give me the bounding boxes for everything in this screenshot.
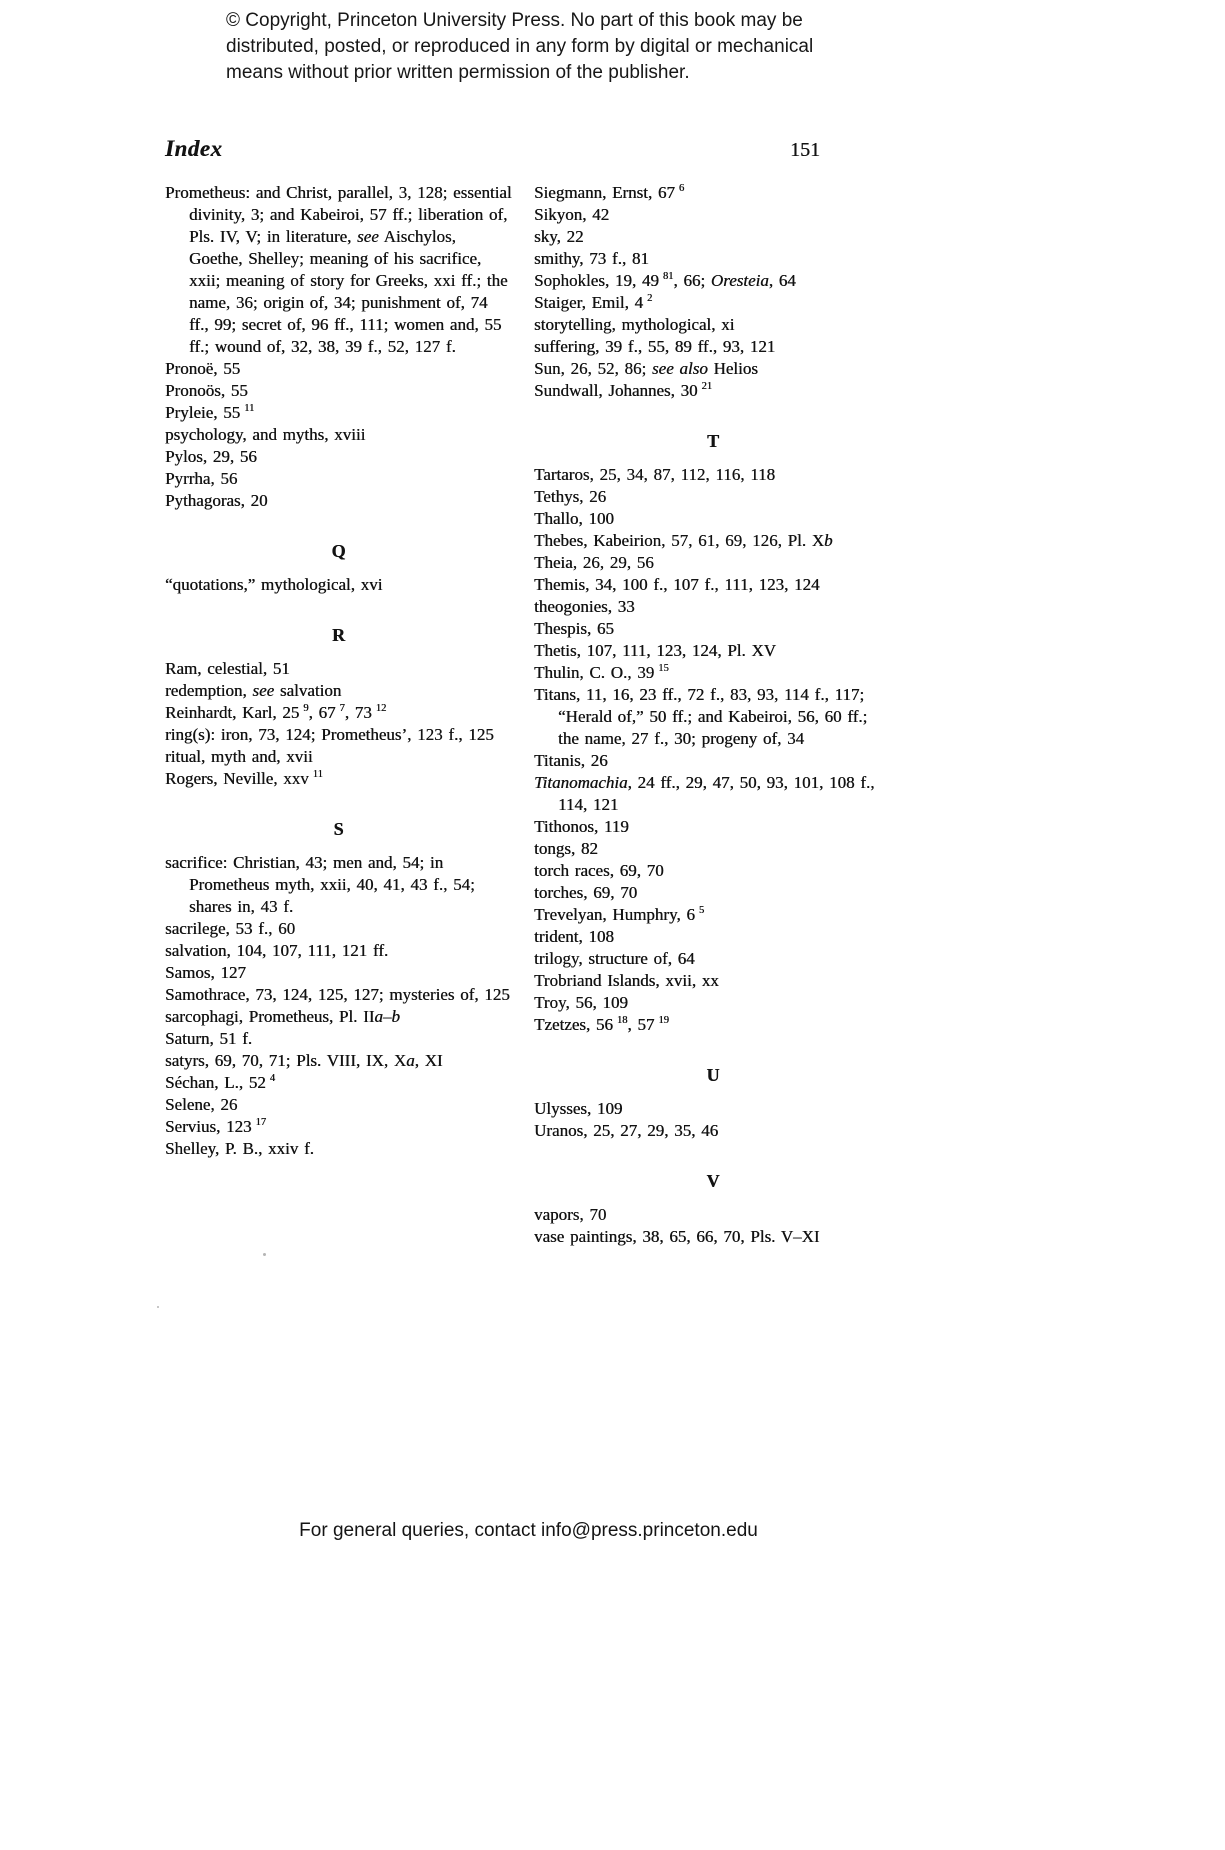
section-letter-q: Q (331, 541, 346, 561)
index-entry: Ulysses, 109 (534, 1099, 623, 1118)
index-entry: Uranos, 25, 27, 29, 35, 46 (534, 1121, 719, 1140)
index-entry: Selene, 26 (165, 1095, 238, 1114)
index-entry: Titanomachia, 24 ff., 29, 47, 50, 93, 101, 108 f., 114, 121 (534, 773, 875, 814)
index-entry: Thulin, C. O., 39 $^{15}$ (534, 663, 669, 682)
index-entry: Servius, 123 $^{17}$ (165, 1117, 266, 1136)
index-entry: Troy, 56, 109 (534, 993, 628, 1012)
index-entry: tongs, 82 (534, 839, 598, 858)
index-entry: Shelley, P. B., xxiv f. (165, 1139, 314, 1158)
index-entry: Titans, 11, 16, 23 ff., 72 f., 83, 93, 114 f., 117; “Herald of,” 50 ff.; and Kabeiroi, 56, 60 ff.; the name, 27 f., 30; progeny of, 34 (534, 685, 868, 748)
index-entry: “quotations,” mythological, xvi (165, 575, 383, 594)
index-entry: trident, 108 (534, 927, 614, 946)
index-entry: Thallo, 100 (534, 509, 614, 528)
index-entry: sacrifice: Christian, 43; men and, 54; in Prometheus myth, xxii, 40, 41, 43 f., 54; shares in, 43 f. (165, 853, 475, 916)
index-entry: sacrilege, 53 f., 60 (165, 919, 296, 938)
index-entry: Séchan, L., 52 $^4$ (165, 1073, 275, 1092)
index-entry: Tethys, 26 (534, 487, 607, 506)
index-entry: Trevelyan, Humphry, 6 $^5$ (534, 905, 705, 924)
index-entry: torches, 69, 70 (534, 883, 638, 902)
index-entry: suffering, 39 f., 55, 89 ff., 93, 121 (534, 337, 776, 356)
index-entry: Samos, 127 (165, 963, 246, 982)
page-title: Index (165, 136, 223, 161)
index-entry: Thetis, 107, 111, 123, 124, Pl. XV (534, 641, 776, 660)
index-entry: Trobriand Islands, xvii, xx (534, 971, 719, 990)
index-entry: sarcophagi, Prometheus, Pl. IIa–b (165, 1007, 400, 1026)
index-entry: Pythagoras, 20 (165, 491, 268, 510)
index-entry: Prometheus: and Christ, parallel, 3, 128; essential divinity, 3; and Kabeiroi, 57 ff.; liberation of, Pls. IV, V; in literature, see Aischylos, Goethe, Shelley; meaning of his sacrifice, xxii; meaning of story for Greeks, xxi ff.; the name, 36; origin of, 34; punishment of, 74 ff., 99; secret of, 96 ff., 111; women and, 55 ff.; wound of, 32, 38, 39 f., 52, 127 f. (165, 183, 512, 356)
index-entry: Staiger, Emil, 4 $^2$ (534, 293, 653, 312)
index-entry: Theia, 26, 29, 56 (534, 553, 654, 572)
index-entry: Pylos, 29, 56 (165, 447, 257, 466)
section-letter-v: V (706, 1171, 720, 1191)
index-entry: Titanis, 26 (534, 751, 608, 770)
index-entry: Rogers, Neville, xxv $^{11}$ (165, 769, 323, 788)
section-letter-r: R (332, 625, 345, 645)
index-entry: Sikyon, 42 (534, 205, 610, 224)
page-number: 151 (790, 139, 820, 161)
index-entry: ritual, myth and, xvii (165, 747, 313, 766)
scan-speck (157, 1306, 159, 1308)
index-entry: trilogy, structure of, 64 (534, 949, 695, 968)
index-entry: Sun, 26, 52, 86; see also Helios (534, 359, 758, 378)
page-content (165, 136, 892, 1248)
index-entry: sky, 22 (534, 227, 584, 246)
index-columns (165, 182, 892, 1248)
index-entry: Reinhardt, Karl, 25 $^9$, 67 $^7$, 73 $^{12}$ (165, 703, 387, 722)
index-entry: theogonies, 33 (534, 597, 635, 616)
index-entry: Tartaros, 25, 34, 87, 112, 116, 118 (534, 465, 776, 484)
index-entry: psychology, and myths, xviii (165, 425, 366, 444)
index-entry: Thebes, Kabeirion, 57, 61, 69, 126, Pl. Xb (534, 531, 833, 550)
section-letter-s: S (333, 819, 344, 839)
index-entry: redemption, see salvation (165, 681, 342, 700)
index-entry: Saturn, 51 f. (165, 1029, 253, 1048)
index-entry: Samothrace, 73, 124, 125, 127; mysteries of, 125 (165, 985, 510, 1004)
index-entry: Pryleie, 55 $^{11}$ (165, 403, 255, 422)
index-entry: Sundwall, Johannes, 30 $^{21}$ (534, 381, 713, 400)
index-entry: Tithonos, 119 (534, 817, 629, 836)
index-column-left (165, 182, 512, 1248)
index-entry: Pyrrha, 56 (165, 469, 238, 488)
index-entry: Thespis, 65 (534, 619, 614, 638)
section-letter-u: U (706, 1065, 720, 1085)
index-entry: Siegmann, Ernst, 67 $^6$ (534, 183, 685, 202)
scan-speck (263, 1253, 266, 1256)
index-entry: Pronoë, 55 (165, 359, 241, 378)
index-entry: Ram, celestial, 51 (165, 659, 290, 678)
index-entry: vase paintings, 38, 65, 66, 70, Pls. V–XI (534, 1227, 820, 1246)
section-letter-t: T (706, 431, 719, 451)
index-entry: salvation, 104, 107, 111, 121 ff. (165, 941, 389, 960)
index-entry: vapors, 70 (534, 1205, 607, 1224)
index-entry: ring(s): iron, 73, 124; Prometheus’, 123 f., 125 (165, 725, 494, 744)
copyright-notice: © Copyright, Princeton University Press. No part of this book may be distributed, posted, or reproduced in any form by digital or mechanical means without prior written permission of the publisher. (226, 10, 814, 83)
footer-contact: For general queries, contact info@press.princeton.edu (299, 1520, 758, 1541)
index-column-right (534, 182, 892, 1248)
index-entry: torch races, 69, 70 (534, 861, 664, 880)
index-entry: satyrs, 69, 70, 71; Pls. VIII, IX, Xa, XI (165, 1051, 443, 1070)
index-entry: smithy, 73 f., 81 (534, 249, 649, 268)
index-entry: Themis, 34, 100 f., 107 f., 111, 123, 124 (534, 575, 820, 594)
index-entry: storytelling, mythological, xi (534, 315, 735, 334)
index-entry: Tzetzes, 56 $^{18}$, 57 $^{19}$ (534, 1015, 669, 1034)
index-entry: Pronoös, 55 (165, 381, 248, 400)
index-entry: Sophokles, 19, 49 $^{81}$, 66; Oresteia, 64 (534, 271, 796, 290)
page-header (165, 136, 892, 162)
